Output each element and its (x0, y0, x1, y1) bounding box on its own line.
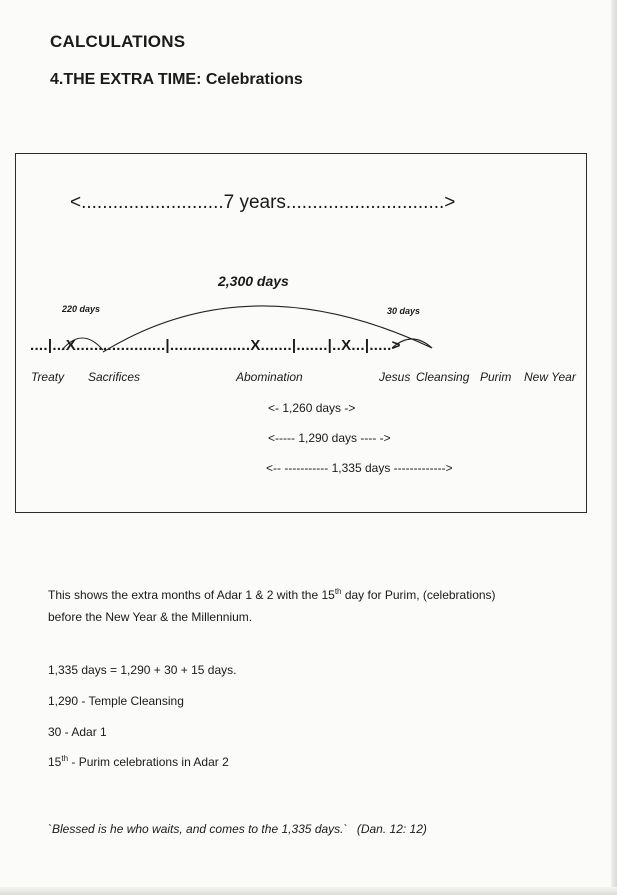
breakdown-item-3: 15th - Purim celebrations in Adar 2 (48, 754, 229, 769)
timeline-line: ....|...X....................|..................X.......|.......|..X...|.....> (30, 337, 401, 354)
span-1260: <- 1,260 days -> (268, 401, 356, 415)
node-jesus: Jesus (379, 370, 411, 384)
breakdown-item-1: 1,290 - Temple Cleansing (48, 694, 184, 708)
span-1335: <-- ----------- 1,335 days -------------> (266, 461, 453, 475)
paragraph-line-1: This shows the extra months of Adar 1 & 2 with the 15th day for Purim, (celebrations) (48, 587, 496, 602)
seven-years-label: <...........................7 years..............................> (70, 192, 456, 213)
node-treaty: Treaty (31, 370, 65, 384)
node-cleansing: Cleansing (416, 370, 470, 384)
node-sacrifices: Sacrifices (88, 370, 141, 384)
span-1290: <----- 1,290 days ---- -> (268, 431, 391, 445)
page-subtitle: 4.THE EXTRA TIME: Celebrations (50, 71, 303, 88)
node-purim: Purim (480, 370, 512, 384)
arc-220-label: 220 days (62, 304, 101, 314)
page-title: CALCULATIONS (50, 32, 186, 51)
arc-30-label: 30 days (387, 306, 421, 316)
scripture-ref: (Dan. 12: 12) (356, 822, 427, 836)
node-abomination: Abomination (236, 370, 303, 384)
node-new-year: New Year (524, 370, 576, 384)
arc-2300-label: 2,300 days (218, 273, 289, 289)
breakdown-item-2: 30 - Adar 1 (48, 725, 107, 739)
scripture-quote: `Blessed is he who waits, and comes to the 1,335 days.` (Dan. 12: 12) (48, 822, 427, 836)
paragraph-line-2: before the New Year & the Millennium. (48, 610, 253, 624)
equation: 1,335 days = 1,290 + 30 + 15 days. (48, 663, 237, 677)
